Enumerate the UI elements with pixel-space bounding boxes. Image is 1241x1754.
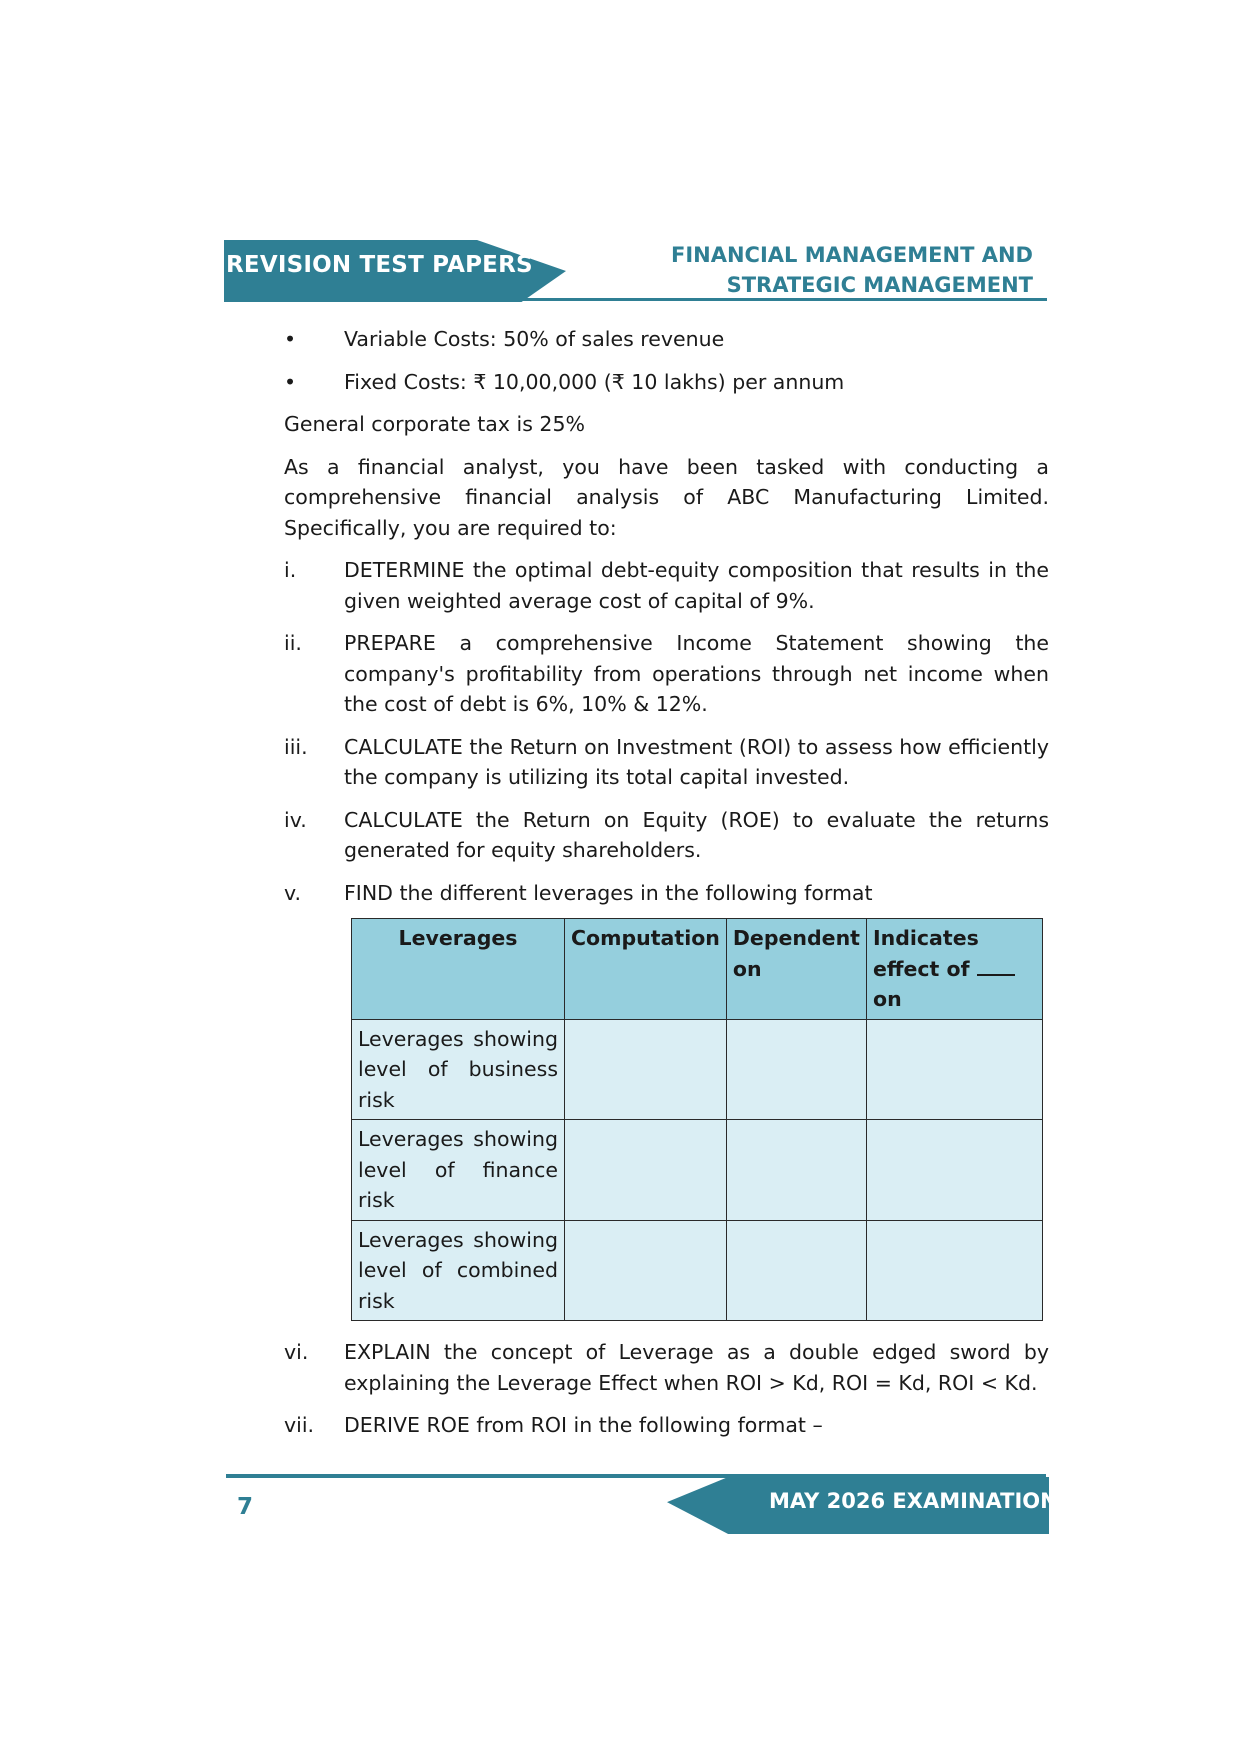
header-right-line1: FINANCIAL MANAGEMENT AND: [670, 243, 1033, 267]
requirement-item: [284, 628, 1049, 720]
leverages-table: [351, 918, 1043, 1321]
bullet-item: [284, 324, 1049, 355]
requirement-text: DERIVE ROE from ROI in the following format –: [344, 1413, 823, 1437]
col-header-on-text: on: [872, 987, 902, 1011]
requirement-item: [284, 555, 1049, 616]
table-row: [352, 1019, 1043, 1120]
footer-exam-label: MAY 2026 EXAMINATION: [769, 1489, 1058, 1513]
blank-line: [977, 956, 1015, 976]
requirement-marker: ii.: [284, 631, 302, 655]
requirement-marker: vi.: [284, 1340, 309, 1364]
table-header-row: [352, 919, 1043, 1020]
page-number: 7: [237, 1494, 254, 1520]
task-paragraph: As a financial analyst, you have been tasked with conducting a comprehensive financial analysis of ABC Manufacturing Limited. Specifically, you are required to:: [284, 454, 1049, 540]
header-left-title: REVISION TEST PAPERS: [226, 252, 533, 278]
table-cell-computation: [565, 1220, 727, 1321]
tax-paragraph: General corporate tax is 25%: [284, 412, 585, 436]
requirement-text: PREPARE a comprehensive Income Statement showing the company's profitability from operations through net income when the cost of debt is 6%, 10% & 12%.: [344, 631, 1049, 716]
table-cell-computation: [565, 1120, 727, 1221]
requirement-marker: iv.: [284, 807, 307, 832]
table-cell-dependent: [726, 1220, 866, 1321]
page-content: [284, 324, 1049, 1453]
requirement-text: EXPLAIN the concept of Leverage as a double edged sword by explaining the Leverage Effect when ROI > Kd, ROI = Kd, ROI < Kd.: [344, 1340, 1049, 1395]
requirement-text: DETERMINE the optimal debt-equity composition that results in the given weighted average cost of capital of 9%.: [344, 558, 1049, 613]
col-header-indicates-effect: [866, 919, 1042, 1020]
requirement-text: FIND the different leverages in the following format: [344, 880, 873, 905]
table-cell-effect: [866, 1120, 1042, 1221]
table-cell-leverage: Leverages showing level of business risk: [352, 1019, 565, 1120]
table-row: [352, 1220, 1043, 1321]
bullet-marker: •: [284, 327, 297, 351]
requirement-marker: v.: [284, 880, 302, 905]
table-cell-dependent: [726, 1120, 866, 1221]
col-header-indicates-text: Indicates effect of: [872, 926, 979, 981]
bullet-text: Variable Costs: 50% of sales revenue: [344, 327, 725, 351]
col-header-leverages: Leverages: [352, 919, 565, 1020]
requirement-text: CALCULATE the Return on Investment (ROI) to assess how efficiently the company is utilizing its total capital invested.: [344, 734, 1049, 789]
requirement-item: [284, 878, 1049, 909]
bullet-marker: •: [284, 369, 297, 394]
table-cell-computation: [565, 1019, 727, 1120]
header-right-title: [671, 240, 1033, 300]
col-header-computation: Computation: [565, 919, 727, 1020]
header-rule: [510, 298, 1047, 301]
requirement-item: [284, 732, 1049, 793]
requirement-marker: i.: [284, 558, 297, 582]
col-header-dependent-on: Dependent on: [726, 919, 866, 1020]
requirement-item: [284, 805, 1049, 866]
table-cell-leverage: Leverages showing level of finance risk: [352, 1120, 565, 1221]
bullet-item: [284, 367, 1049, 398]
bullet-text: Fixed Costs: ₹ 10,00,000 (₹ 10 lakhs) per annum: [344, 369, 845, 394]
table-cell-dependent: [726, 1019, 866, 1120]
requirement-item: [284, 1410, 1049, 1441]
header-right-line2: STRATEGIC MANAGEMENT: [726, 273, 1033, 297]
requirement-marker: vii.: [284, 1413, 315, 1437]
requirement-text: CALCULATE the Return on Equity (ROE) to evaluate the returns generated for equity shareholders.: [344, 807, 1049, 862]
table-cell-effect: [866, 1019, 1042, 1120]
table-cell-leverage: Leverages showing level of combined risk: [352, 1220, 565, 1321]
requirement-item: [284, 1337, 1049, 1398]
table-row: [352, 1120, 1043, 1221]
table-cell-effect: [866, 1220, 1042, 1321]
requirement-marker: iii.: [284, 734, 308, 759]
